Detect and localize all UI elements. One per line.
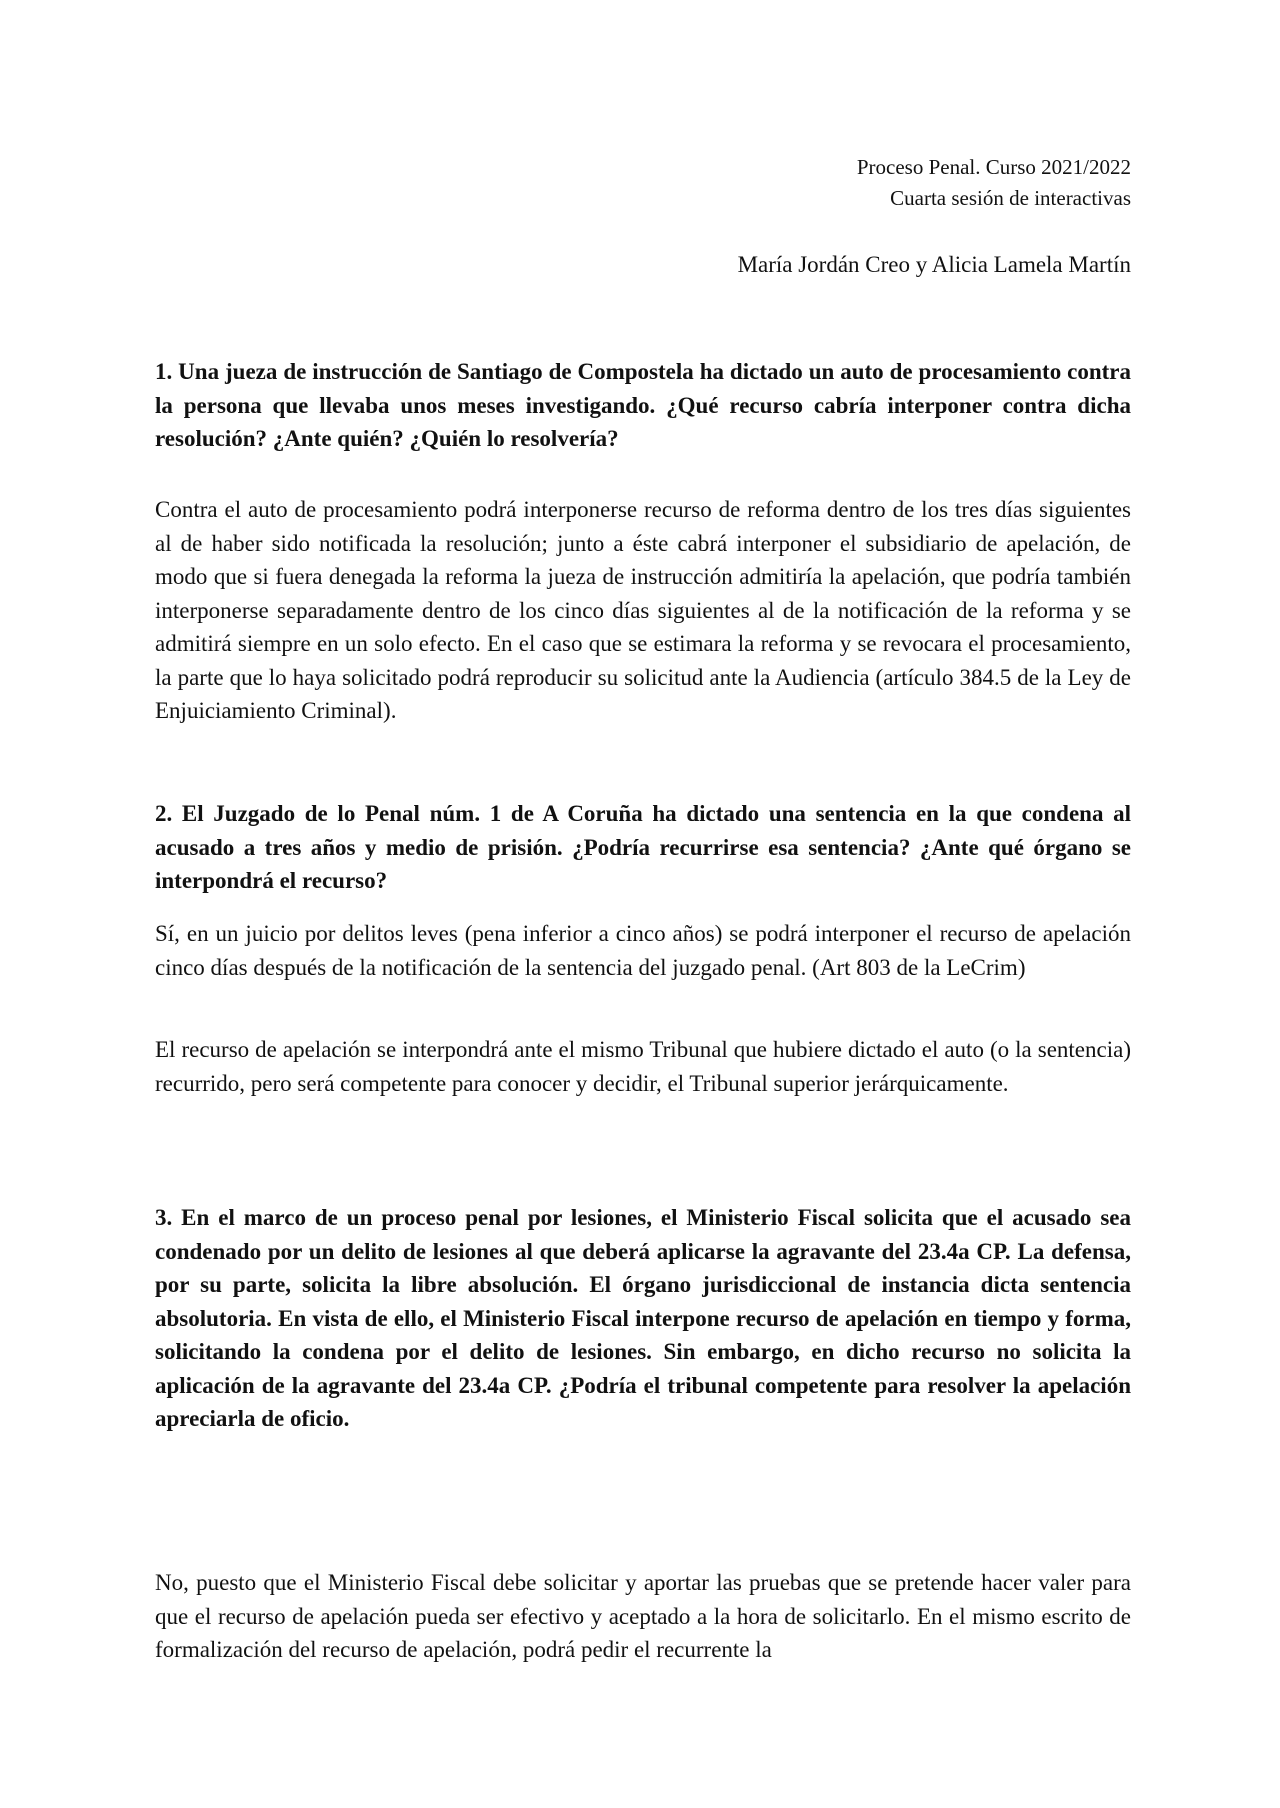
course-title: Proceso Penal. Curso 2021/2022	[856, 155, 1131, 179]
answer-2-paragraph-1: Sí, en un juicio por delitos leves (pena inferior a cinco años) se podrá interponer el recurso de apelación cinco días después de la notificación de la sentencia del juzgado penal. (Art 803 de la LeCrim)	[155, 921, 1131, 980]
session-title: Cuarta sesión de interactivas	[890, 186, 1131, 210]
question-3: 3. En el marco de un proceso penal por lesiones, el Ministerio Fiscal solicita que el acusado sea condenado por un delito de lesiones al que deberá aplicarse la agravante del 23.4a CP. La defensa, por su parte, solicita la libre absolución. El órgano jurisdiccional de instancia dicta sentencia absolutoria. En vista de ello, el Ministerio Fiscal interpone recurso de apelación en tiempo y forma, solicitando la condena por el delito de lesiones. Sin embargo, en dicho recurso no solicita la aplicación de la agravante del 23.4a CP. ¿Podría el tribunal competente para resolver la apelación apreciarla de oficio.	[155, 1205, 1131, 1431]
authors-line: María Jordán Creo y Alicia Lamela Martín	[737, 252, 1131, 277]
document-header	[857, 152, 1131, 214]
document-page	[155, 0, 1131, 1808]
answer-2-paragraph-2: El recurso de apelación se interpondrá ante el mismo Tribunal que hubiere dictado el auto (o la sentencia) recurrido, pero será competente para conocer y decidir, el Tribunal superior jerárquicamente.	[155, 1037, 1131, 1096]
answer-3: No, puesto que el Ministerio Fiscal debe solicitar y aportar las pruebas que se pretende hacer valer para que el recurso de apelación pueda ser efectivo y aceptado a la hora de solicitarlo. En el mismo escrito de formalización del recurso de apelación, podrá pedir el recurrente la	[155, 1570, 1131, 1662]
answer-1: Contra el auto de procesamiento podrá interponerse recurso de reforma dentro de los tres días siguientes al de haber sido notificada la resolución; junto a éste cabrá interponer el subsidiario de apelación, de modo que si fuera denegada la reforma la jueza de instrucción admitiría la apelación, que podría también interponerse separadamente dentro de los cinco días siguientes al de la notificación de la reforma y se admitirá siempre en un solo efecto. En el caso que se estimara la reforma y se revocara el procesamiento, la parte que lo haya solicitado podrá reproducir su solicitud ante la Audiencia (artículo 384.5 de la Ley de Enjuiciamiento Criminal).	[155, 497, 1131, 723]
question-2: 2. El Juzgado de lo Penal núm. 1 de A Coruña ha dictado una sentencia en la que condena al acusado a tres años y medio de prisión. ¿Podría recurrirse esa sentencia? ¿Ante qué órgano se interpondrá el recurso?	[155, 801, 1131, 893]
question-1: 1. Una jueza de instrucción de Santiago de Compostela ha dictado un auto de procesamiento contra la persona que llevaba unos meses investigando. ¿Qué recurso cabría interponer contra dicha resolución? ¿Ante quién? ¿Quién lo resolvería?	[155, 359, 1131, 451]
